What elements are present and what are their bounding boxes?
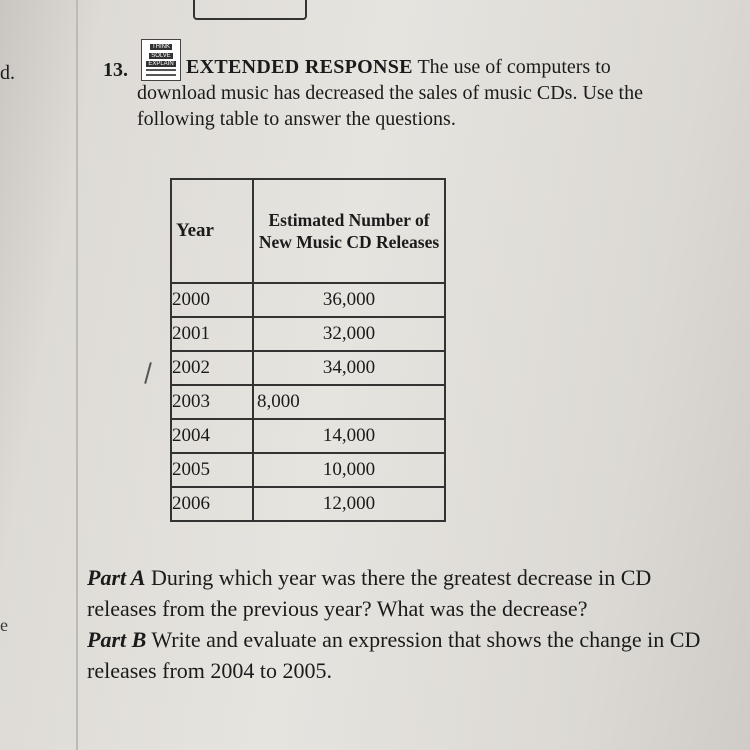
value-cell: 34,000 xyxy=(253,351,445,385)
margin-line xyxy=(76,0,78,750)
answer-box-fragment xyxy=(193,0,307,20)
value-cell: 14,000 xyxy=(253,419,445,453)
question-parts xyxy=(87,562,707,686)
badge-line-3: EXPLAIN xyxy=(148,60,174,67)
question-text: The use of computers to download music has decreased the sales of music CDs. Use the following table to answer the questions. xyxy=(137,56,643,130)
year-cell: 2004 xyxy=(171,419,253,453)
header-year: Year xyxy=(171,179,253,283)
margin-letter-top: d. xyxy=(0,62,15,84)
badge-line-1: THINK xyxy=(152,44,170,51)
part-b-text: Write and evaluate an expression that shows the change in CD releases from 2004 to 2005. xyxy=(87,627,701,683)
part-b-label: Part B xyxy=(87,627,147,652)
part-a xyxy=(87,562,707,624)
header-estimated-releases: Estimated Number of New Music CD Releases xyxy=(253,179,445,283)
badge-line-2: SOLVE xyxy=(151,52,171,59)
table-row xyxy=(171,419,445,453)
year-cell: 2001 xyxy=(171,317,253,351)
value-cell: 10,000 xyxy=(253,453,445,487)
value-cell: 12,000 xyxy=(253,487,445,521)
table-row xyxy=(171,283,445,317)
value-cell: 36,000 xyxy=(253,283,445,317)
table-row xyxy=(171,317,445,351)
pencil-mark xyxy=(144,362,152,384)
question-number: 13. xyxy=(103,59,128,81)
part-b xyxy=(87,624,707,686)
part-a-label: Part A xyxy=(87,565,146,590)
question-intro xyxy=(137,54,657,132)
table-row xyxy=(171,487,445,521)
year-cell: 2005 xyxy=(171,453,253,487)
table-row xyxy=(171,385,445,419)
question-heading: EXTENDED RESPONSE xyxy=(186,56,413,78)
year-cell: 2006 xyxy=(171,487,253,521)
value-cell: 32,000 xyxy=(253,317,445,351)
year-cell: 2003 xyxy=(171,385,253,419)
table-row xyxy=(171,351,445,385)
year-cell: 2002 xyxy=(171,351,253,385)
year-cell: 2000 xyxy=(171,283,253,317)
table-row xyxy=(171,453,445,487)
part-a-text: During which year was there the greatest decrease in CD releases from the previous year? What was the decrease? xyxy=(87,565,652,621)
margin-letter-bottom: e xyxy=(0,615,8,635)
value-cell: 8,000 xyxy=(253,385,445,419)
cd-releases-table xyxy=(170,178,446,522)
